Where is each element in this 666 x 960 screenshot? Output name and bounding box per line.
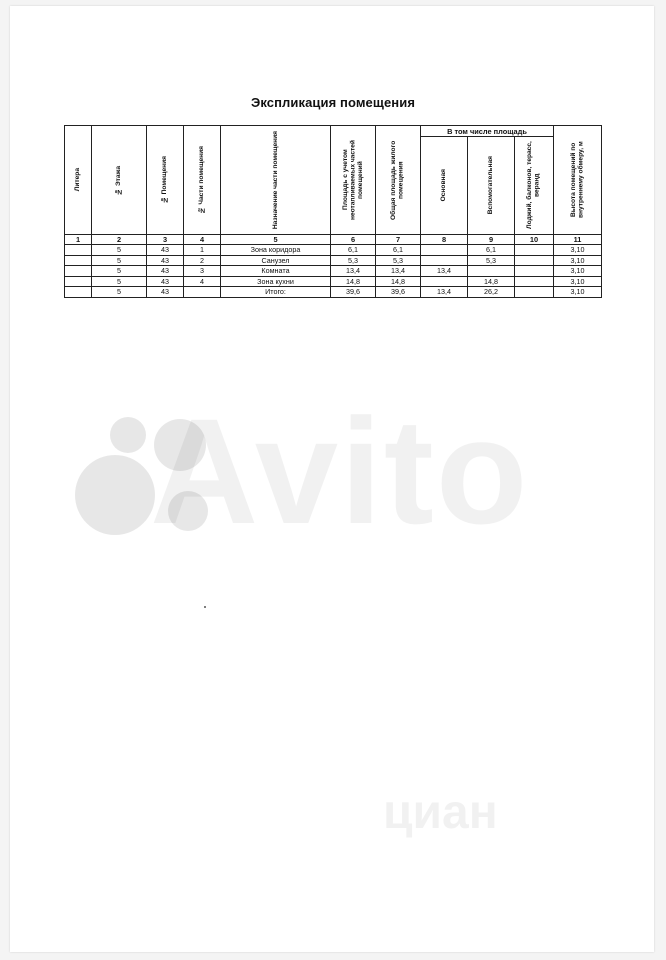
- column-number: 1: [65, 235, 92, 245]
- table-row: [65, 245, 602, 256]
- header-litera: Литера: [65, 126, 92, 235]
- header-height: Высота помещений по внутреннему обмеру, м: [554, 126, 602, 235]
- table-cell: 5: [92, 276, 147, 287]
- table-cell: [515, 276, 554, 287]
- column-number: 4: [184, 235, 221, 245]
- table-cell: 43: [147, 255, 184, 266]
- header-room: № Помещения: [147, 126, 184, 235]
- table-cell: [515, 255, 554, 266]
- table-cell: 14,8: [331, 276, 376, 287]
- table-cell: 39,6: [376, 287, 421, 298]
- table-cell: 14,8: [376, 276, 421, 287]
- column-number: 5: [221, 235, 331, 245]
- column-number-row: [65, 235, 602, 245]
- table-row-total: [65, 287, 602, 298]
- table-cell: 6,1: [376, 245, 421, 256]
- header-auxiliary: Вспомогательная: [468, 137, 515, 235]
- table-cell: [184, 287, 221, 298]
- column-number: 2: [92, 235, 147, 245]
- table-cell: [65, 245, 92, 256]
- table-cell: [515, 287, 554, 298]
- document-title: Экспликация помещения: [250, 95, 416, 110]
- table-cell: 13,4: [331, 266, 376, 277]
- table-cell: 13,4: [421, 266, 468, 277]
- table-cell: 4: [184, 276, 221, 287]
- cian-watermark-text: циан: [383, 786, 498, 839]
- table-cell: 3,10: [554, 287, 602, 298]
- table-cell: 5: [92, 255, 147, 266]
- table-cell: 3,10: [554, 276, 602, 287]
- table-cell: [421, 255, 468, 266]
- table-cell: [421, 245, 468, 256]
- table-cell: 5,3: [468, 255, 515, 266]
- table-cell: 5: [92, 266, 147, 277]
- table-cell: 2: [184, 255, 221, 266]
- header-row-top: [65, 126, 602, 137]
- table-cell: 43: [147, 266, 184, 277]
- avito-dot-icon: [75, 455, 155, 535]
- header-floor: № Этажа: [92, 126, 147, 235]
- explication-table-wrapper: [64, 125, 602, 298]
- table-cell: 3,10: [554, 266, 602, 277]
- column-number: 3: [147, 235, 184, 245]
- table-cell: 3: [184, 266, 221, 277]
- table-cell: 39,6: [331, 287, 376, 298]
- column-number: 6: [331, 235, 376, 245]
- table-cell: 13,4: [421, 287, 468, 298]
- table-cell: Зона кухни: [221, 276, 331, 287]
- table-cell: 26,2: [468, 287, 515, 298]
- header-total-living-area: Общая площадь жилого помещения: [376, 126, 421, 235]
- table-cell: [468, 266, 515, 277]
- avito-watermark-text: Avito: [150, 387, 530, 555]
- table-cell: 1: [184, 245, 221, 256]
- header-area-with-unheated: Площадь с учетом неотапливаемых частей помещений: [331, 126, 376, 235]
- header-loggias: Лоджий, балконов, терасс, веранд: [515, 137, 554, 235]
- column-number: 7: [376, 235, 421, 245]
- header-group-including-area: В том числе площадь: [421, 126, 554, 137]
- table-cell: 43: [147, 245, 184, 256]
- column-number: 10: [515, 235, 554, 245]
- table-cell: Санузел: [221, 255, 331, 266]
- table-cell: [421, 276, 468, 287]
- table-cell: 6,1: [468, 245, 515, 256]
- table-row: [65, 276, 602, 287]
- header-part: № Части помещения: [184, 126, 221, 235]
- table-row: [65, 266, 602, 277]
- table-cell: [515, 245, 554, 256]
- table-cell: 5,3: [376, 255, 421, 266]
- header-purpose: Назначение части помещения: [221, 126, 331, 235]
- table-cell: [65, 266, 92, 277]
- avito-dot-icon: [110, 417, 146, 453]
- table-cell: 43: [147, 287, 184, 298]
- table-cell: [65, 276, 92, 287]
- table-cell: 6,1: [331, 245, 376, 256]
- table-cell: 14,8: [468, 276, 515, 287]
- table-cell: [65, 255, 92, 266]
- table-cell: 5,3: [331, 255, 376, 266]
- column-number: 8: [421, 235, 468, 245]
- column-number: 11: [554, 235, 602, 245]
- table-cell: 43: [147, 276, 184, 287]
- table-cell: 3,10: [554, 245, 602, 256]
- column-number: 9: [468, 235, 515, 245]
- table-cell: [515, 266, 554, 277]
- table-cell: Комната: [221, 266, 331, 277]
- table-cell: Итого:: [221, 287, 331, 298]
- table-cell: 5: [92, 245, 147, 256]
- table-cell: 13,4: [376, 266, 421, 277]
- table-cell: [65, 287, 92, 298]
- table-cell: Зона коридора: [221, 245, 331, 256]
- explication-table: [64, 125, 602, 298]
- header-main: Основная: [421, 137, 468, 235]
- stray-mark: [204, 606, 206, 608]
- table-cell: 3,10: [554, 255, 602, 266]
- table-cell: 5: [92, 287, 147, 298]
- table-row: [65, 255, 602, 266]
